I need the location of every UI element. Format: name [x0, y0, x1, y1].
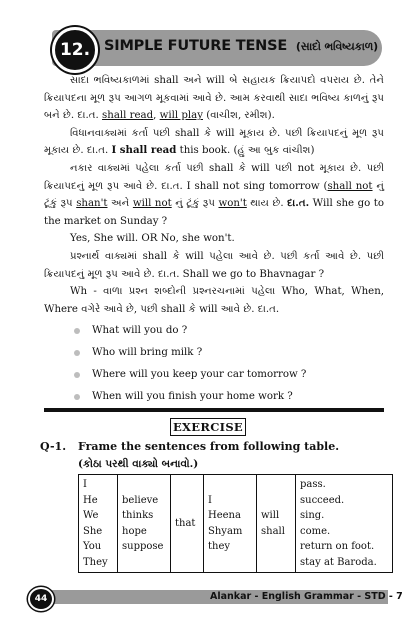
page-number: 44	[28, 587, 54, 611]
lesson-body	[44, 72, 384, 408]
substitution-table	[78, 474, 393, 573]
table-cell-verbs: believe thinks hope suppose	[118, 475, 171, 573]
list-item: Who will bring milk ?	[74, 342, 384, 364]
example-list	[44, 320, 384, 408]
list-item: When will you finish your home work ?	[74, 386, 384, 408]
paragraph-negative: નકાર વાક્યમાં પહેલા કર્તા પછી shall કે will પછી not મૂકાય છે. પછી ક્રિયાપદનું મૂળ રૂપ આવે છે. દા.ત. I shall not sing tomorrow (shall not નું ટૂંકું રૂપ shan't અને will not નું ટૂંકું રૂપ won't થાય છે. દા.ત. Will she go to the market on Sunday ?	[44, 162, 385, 227]
paragraph-wh-questions: Wh - વાળા પ્રશ્ન શબ્દોની પ્રશ્નરચનામાં પહેલા Who, What, When, Where વગેરે આવે છે, પછી shall કે will આવે છે. દા.ત.	[44, 286, 384, 315]
list-item: What will you do ?	[74, 320, 384, 342]
question-text: Frame the sentences from following table.	[78, 440, 340, 453]
table-cell-conjunction: that	[171, 475, 204, 573]
chapter-title-en: SIMPLE FUTURE TENSE	[104, 38, 288, 54]
exercise-heading: EXERCISE	[170, 418, 246, 436]
table-cell-names: I Heena Shyam they	[204, 475, 257, 573]
chapter-number-badge: 12.	[52, 27, 98, 73]
paragraph-affirmative: વિધાનવાક્યમાં કર્તા પછી shall કે will મૂકાય છે. પછી ક્રિયાપદનું મૂળ રૂપ મૂકાય છે. દા.ત. I shall read this book. (હું આ બુક વાંચીશ)	[44, 127, 384, 157]
list-item: Where will you keep your car tomorrow ?	[74, 364, 384, 386]
example-answer: Yes, She will. OR No, she won't.	[70, 233, 235, 245]
paragraph-interrogative: પ્રશ્નાર્થ વાક્યમાં shall કે will પહેલા આવે છે. પછી કર્તા આવે છે. પછી ક્રિયાપદનું મૂળ રૂપ આવે છે. દા.ત. Shall we go to Bhavnagar ?	[44, 250, 384, 280]
chapter-title-gu: (સાદો ભવિષ્યકાળ)	[295, 40, 379, 53]
table-cell-actions: pass. succeed. sing. come. return on foot. stay at Baroda.	[296, 475, 393, 573]
paragraph-intro: સાદા ભવિષ્યકાળમાં shall અને will બે સહાયક ક્રિયાપદો વપરાય છે. તેને ક્રિયાપદના મૂળ રૂપ આગળ મૂકવામાં આવે છે. આમ કરવાથી સાદા ભવિષ્ય કાળનું રૂપ બને છે. દા.ત. shall read, will play (વાચીશ, રમીશ).	[44, 75, 384, 122]
footer-book-title: Alankar - English Grammar - STD - 7	[210, 591, 403, 602]
table-cell-subjects: I He We She You They	[79, 475, 118, 573]
question-subtext: (કોઠા પરથી વાક્યો બનાવો.)	[78, 458, 199, 470]
section-divider	[44, 408, 384, 412]
table-cell-modals: will shall	[257, 475, 296, 573]
chapter-title	[104, 38, 378, 54]
table-row	[79, 475, 393, 573]
question-number: Q-1.	[40, 440, 67, 453]
